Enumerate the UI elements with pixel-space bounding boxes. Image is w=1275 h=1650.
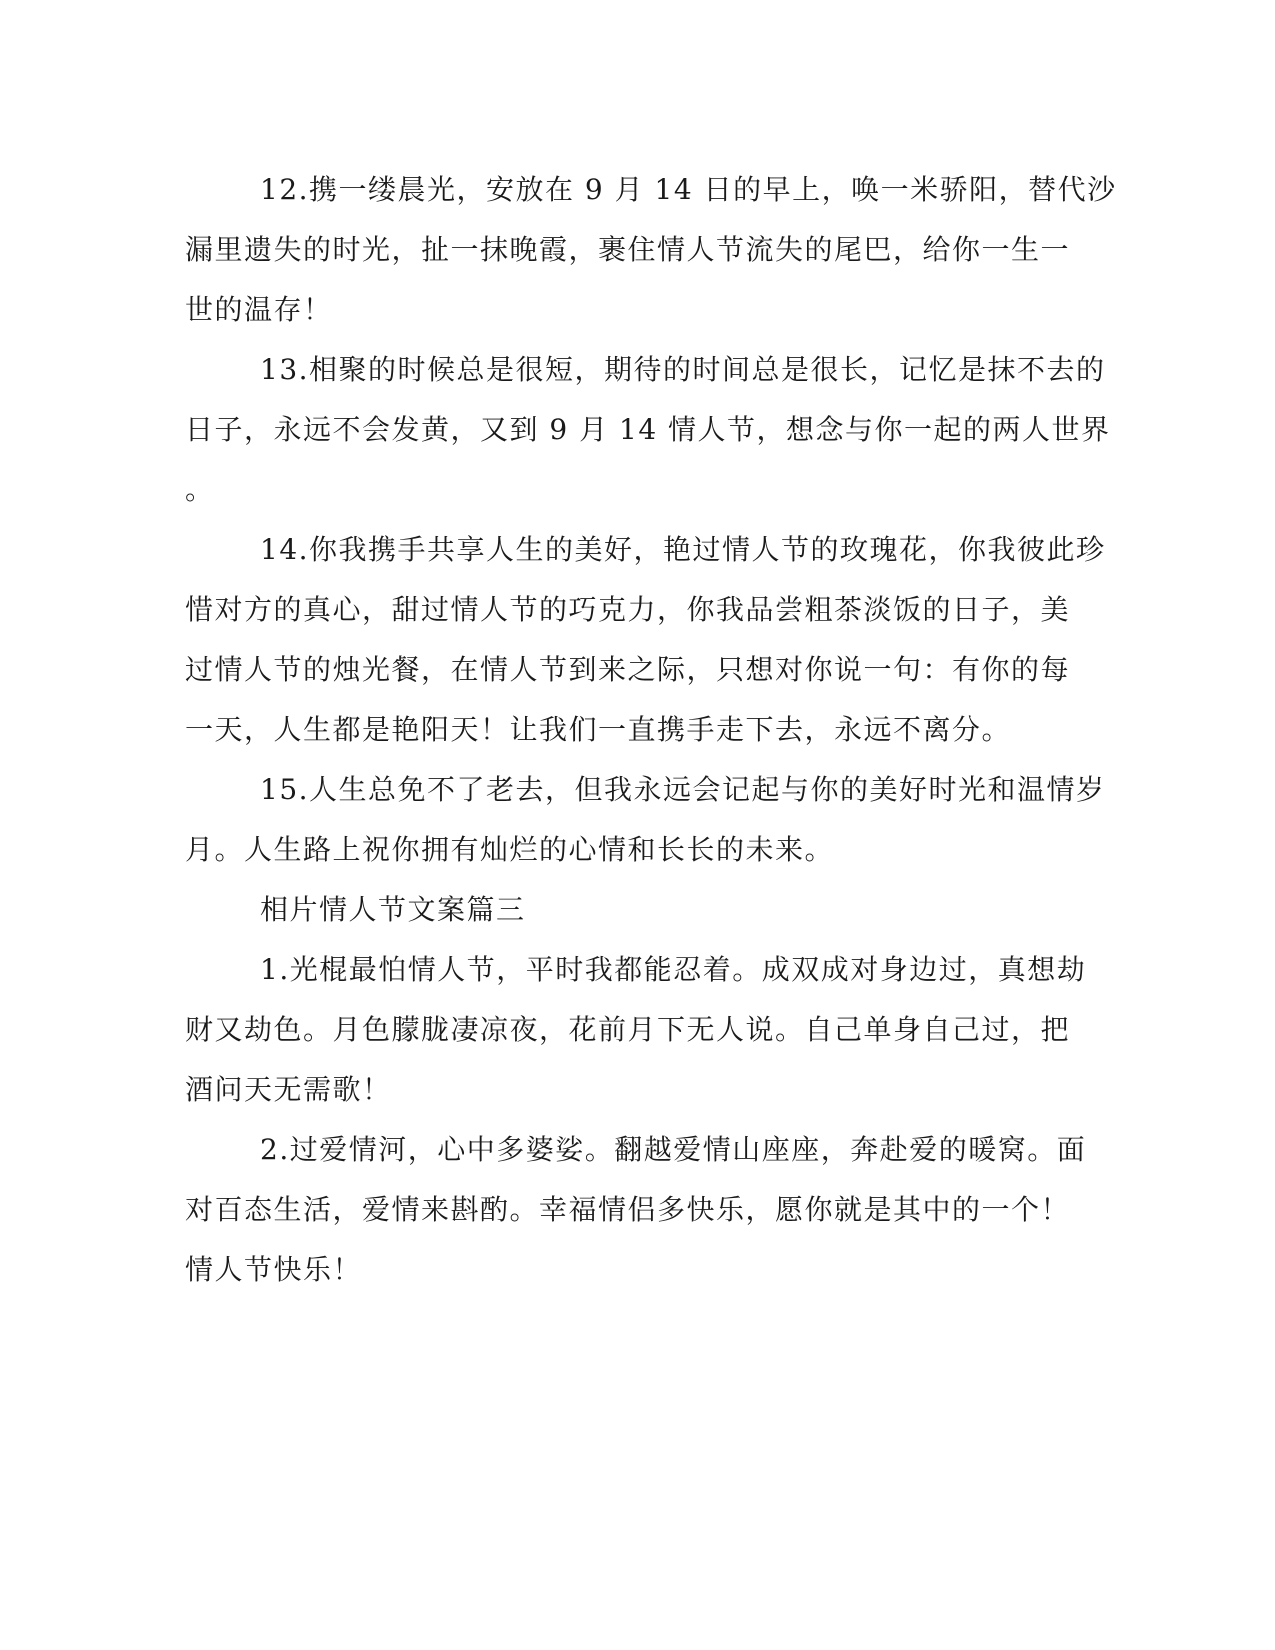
paragraph-line: 财又劫色。月色朦胧凄凉夜，花前月下无人说。自己单身自己过，把 bbox=[185, 1013, 1071, 1046]
paragraph-line: 。 bbox=[185, 473, 215, 506]
paragraph-line: 对百态生活，爱情来斟酌。幸福情侣多快乐，愿你就是其中的一个！ bbox=[185, 1193, 1071, 1226]
section-heading-text: 相片情人节文案篇三 bbox=[260, 893, 526, 926]
paragraph-line: 过情人节的烛光餐，在情人节到来之际，只想对你说一句：有你的每 bbox=[185, 653, 1071, 686]
paragraph-line: 14.你我携手共享人生的美好，艳过情人节的玫瑰花，你我彼此珍 bbox=[260, 533, 1106, 566]
document-body bbox=[185, 160, 1117, 1300]
paragraph-line: 2.过爱情河，心中多婆娑。翻越爱情山座座，奔赴爱的暖窝。面 bbox=[260, 1133, 1087, 1166]
paragraph-14 bbox=[185, 520, 1106, 760]
paragraph-2 bbox=[185, 1120, 1090, 1300]
paragraph-line: 12.携一缕晨光，安放在 9 月 14 日的早上，唤一米骄阳，替代沙 bbox=[260, 173, 1117, 206]
paragraph-line: 1.光棍最怕情人节，平时我都能忍着。成双成对身边过，真想劫 bbox=[260, 953, 1087, 986]
paragraph-12 bbox=[185, 160, 1117, 340]
paragraph-line: 惜对方的真心，甜过情人节的巧克力，你我品尝粗茶淡饭的日子，美 bbox=[185, 593, 1071, 626]
paragraph-1 bbox=[185, 940, 1090, 1120]
paragraph-line: 情人节快乐！ bbox=[185, 1253, 363, 1286]
paragraph-line: 酒问天无需歌！ bbox=[185, 1073, 392, 1106]
paragraph-15 bbox=[185, 760, 1106, 880]
paragraph-line: 日子，永远不会发黄，又到 9 月 14 情人节，想念与你一起的两人世界 bbox=[185, 413, 1111, 446]
section-heading bbox=[185, 880, 1090, 940]
paragraph-line: 15.人生总免不了老去，但我永远会记起与你的美好时光和温情岁 bbox=[260, 773, 1106, 806]
paragraph-line: 13.相聚的时候总是很短，期待的时间总是很长，记忆是抹不去的 bbox=[260, 353, 1106, 386]
paragraph-line: 月。人生路上祝你拥有灿烂的心情和长长的未来。 bbox=[185, 833, 835, 866]
paragraph-line: 一天，人生都是艳阳天！让我们一直携手走下去，永远不离分。 bbox=[185, 713, 1012, 746]
paragraph-line: 世的温存！ bbox=[185, 293, 333, 326]
paragraph-13 bbox=[185, 340, 1111, 520]
paragraph-line: 漏里遗失的时光，扯一抹晚霞，裹住情人节流失的尾巴，给你一生一 bbox=[185, 233, 1071, 266]
